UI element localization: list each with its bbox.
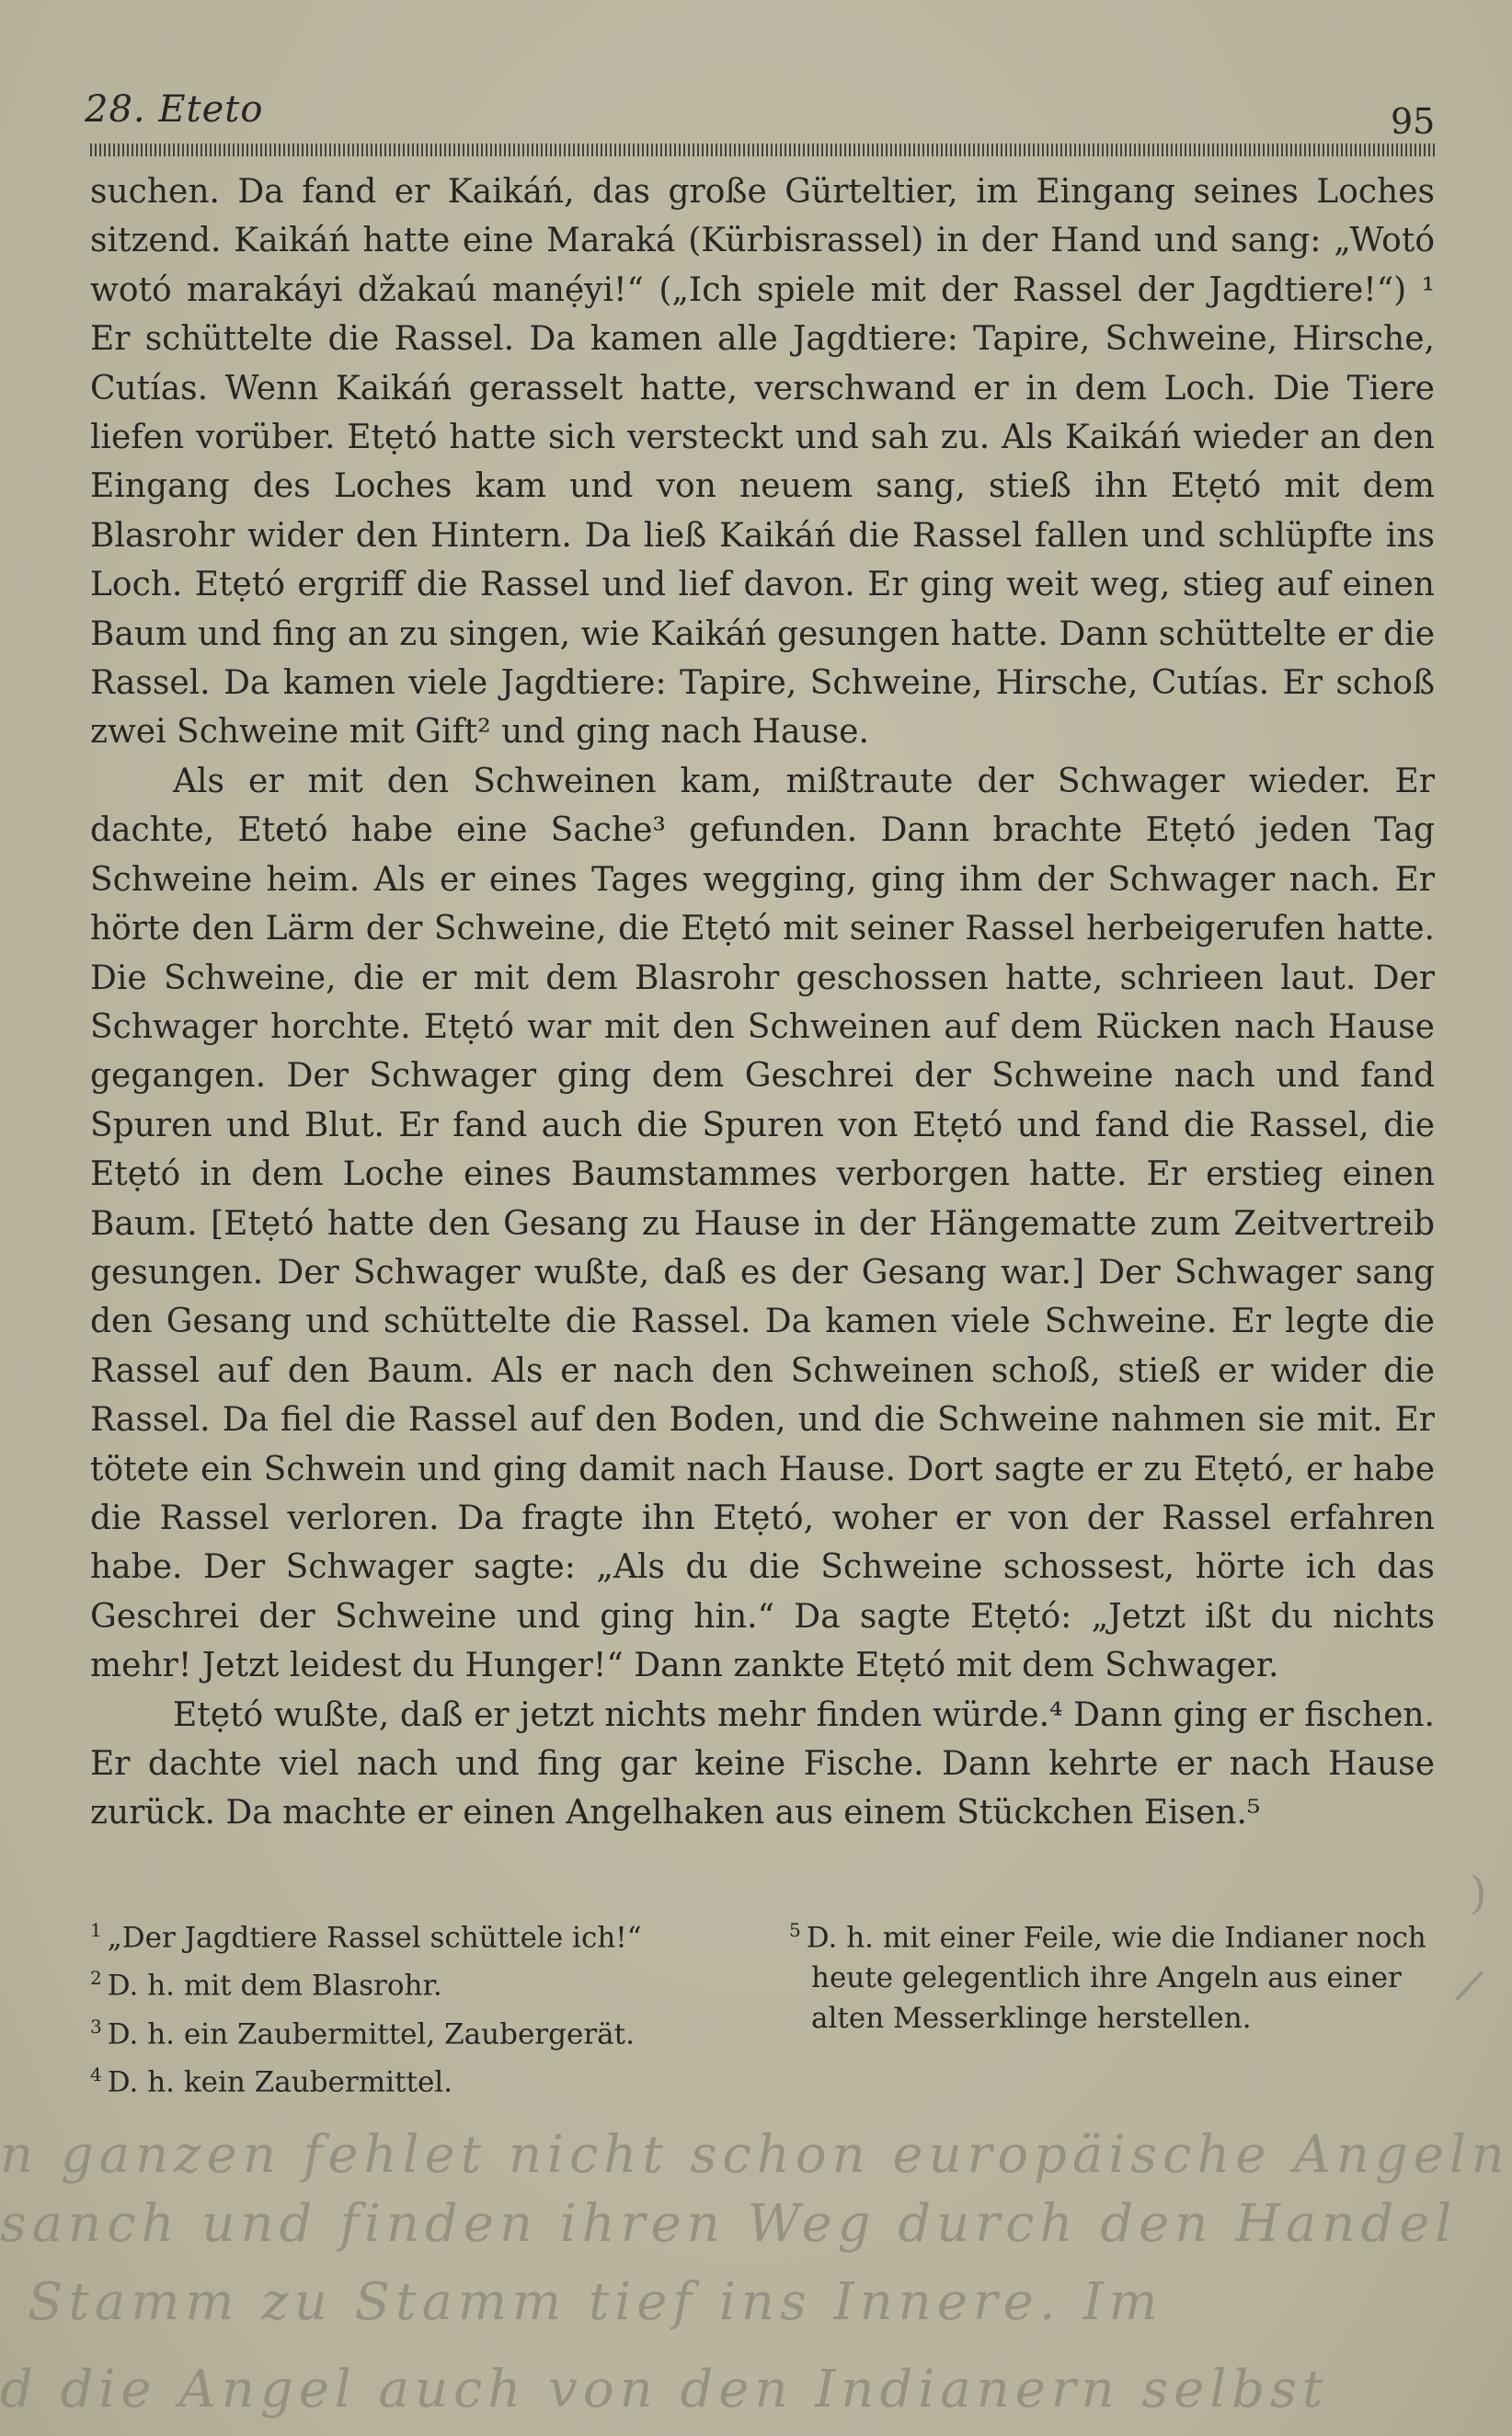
paragraph-1: suchen. Da fand er Kaikáń, das große Gürteltier, im Eingang seines Loches sitzend. Kaikáń hatte eine Maraká (Kürbisrassel) in der Hand und sang: „Wotó wotó marakáyi džakaú manẹ́yi!“ („Ich spiele mit der Rassel der Jagdtiere!“) ¹ Er schüttelte die Rassel. Da kamen alle Jagdtiere: Tapire, Schweine, Hirsche, Cutías. Wenn Kaikáń gerasselt hatte, verschwand er in dem Loch. Die Tiere liefen vorüber. Etẹtó hatte sich versteckt und sah zu. Als Kaikáń wieder an den Eingang des Loches kam und von neuem sang, stieß ihn Etẹtó mit dem Blasrohr wider den Hintern. Da ließ Kaikáń die Rassel fallen und schlüpfte ins Loch. Etẹtó ergriff die Rassel und lief davon. Er ging weit weg, stieg auf einen Baum und fing an zu singen, wie Kaikáń gesungen hatte. Dann schüttelte er die Rassel. Da kamen viele Jagdtiere: Tapire, Schweine, Hirsche, Cutías. Er schoß zwei Schweine mit Gift² und ging nach Hause.	[90, 173, 1435, 752]
running-title: 28. Eteto	[85, 88, 264, 131]
paragraph-3: Etẹtó wußte, daß er jetzt nichts mehr finden würde.⁴ Dann ging er fischen. Er dachte viel nach und fing gar keine Fische. Dann kehrte er nach Hause zurück. Da machte er einen Angelhaken aus einem Stückchen Eisen.⁵	[90, 1695, 1435, 1833]
footnote-4: $^4$ D. h. kein Zaubermittel.	[90, 2063, 453, 2099]
footnotes-left	[90, 1910, 752, 2102]
footnote-5: $^5$ D. h. mit einer Feile, wie die Indianer noch heute gelegentlich ihre Angeln aus einer alten Messerklinge herstellen.	[789, 1919, 1426, 2036]
bleed-through-line-4: d die Angel auch von den Indianern selbst	[0, 2360, 1329, 2419]
paragraph-2: Als er mit den Schweinen kam, mißtraute der Schwager wieder. Er dachte, Etetó habe eine Sache³ gefunden. Dann brachte Etẹtó jeden Tag Schweine heim. Als er eines Tages wegging, ging ihm der Schwager nach. Er hörte den Lärm der Schweine, die Etẹtó mit seiner Rassel herbeigerufen hatte. Die Schweine, die er mit dem Blasrohr geschossen hatte, schrieen laut. Der Schwager horchte. Etẹtó war mit den Schweinen auf dem Rücken nach Hause gegangen. Der Schwager ging dem Geschrei der Schweine nach und fand Spuren und Blut. Er fand auch die Spuren von Etẹtó und fand die Rassel, die Etẹtó in dem Loche eines Baumstammes verborgen hatte. Er erstieg einen Baum. [Etẹtó hatte den Gesang zu Hause in der Hängematte zum Zeitvertreib gesungen. Der Schwager wußte, daß es der Gesang war.] Der Schwager sang den Gesang und schüttelte die Rassel. Da kamen viele Schweine. Er legte die Rassel auf den Baum. Als er nach den Schweinen schoß, stieß er wider die Rassel. Da fiel die Rassel auf den Boden, und die Schweine nahmen sie mit. Er tötete ein Schwein und ging damit nach Hause. Dort sagte er zu Etẹtó, er habe die Rassel verloren. Da fragte ihn Etẹtó, woher er von der Rassel erfahren habe. Der Schwager sagte: „Als du die Schweine schossest, hörte ich das Geschrei der Schweine und ging hin.“ Da sagte Etẹtó: „Jetzt ißt du nichts mehr! Jetzt leidest du Hunger!“ Dann zankte Etẹtó mit dem Schwager.	[90, 762, 1435, 1685]
body-text	[90, 167, 1435, 1838]
header-rule	[90, 144, 1435, 156]
margin-pencil-stroke: /	[1451, 1959, 1488, 2012]
bleed-through-line-1: n ganzen fehlet nicht schon europäische Angeln	[0, 2125, 1510, 2185]
footnote-1: $^1$ „Der Jagdtiere Rassel schüttele ich!“	[90, 1919, 642, 1955]
page-number: 95	[1391, 101, 1436, 142]
footnote-2: $^2$ D. h. mit dem Blasrohr.	[90, 1967, 442, 2003]
footnotes-right	[789, 1910, 1438, 2039]
margin-pencil-mark: )	[1470, 1867, 1487, 1919]
footnote-3: $^3$ D. h. ein Zaubermittel, Zaubergerät.	[90, 2015, 635, 2051]
bleed-through-line-2: sanch und finden ihren Weg durch den Handel	[0, 2194, 1458, 2254]
bleed-through-line-3: Stamm zu Stamm tief ins Innere. Im	[28, 2272, 1163, 2332]
